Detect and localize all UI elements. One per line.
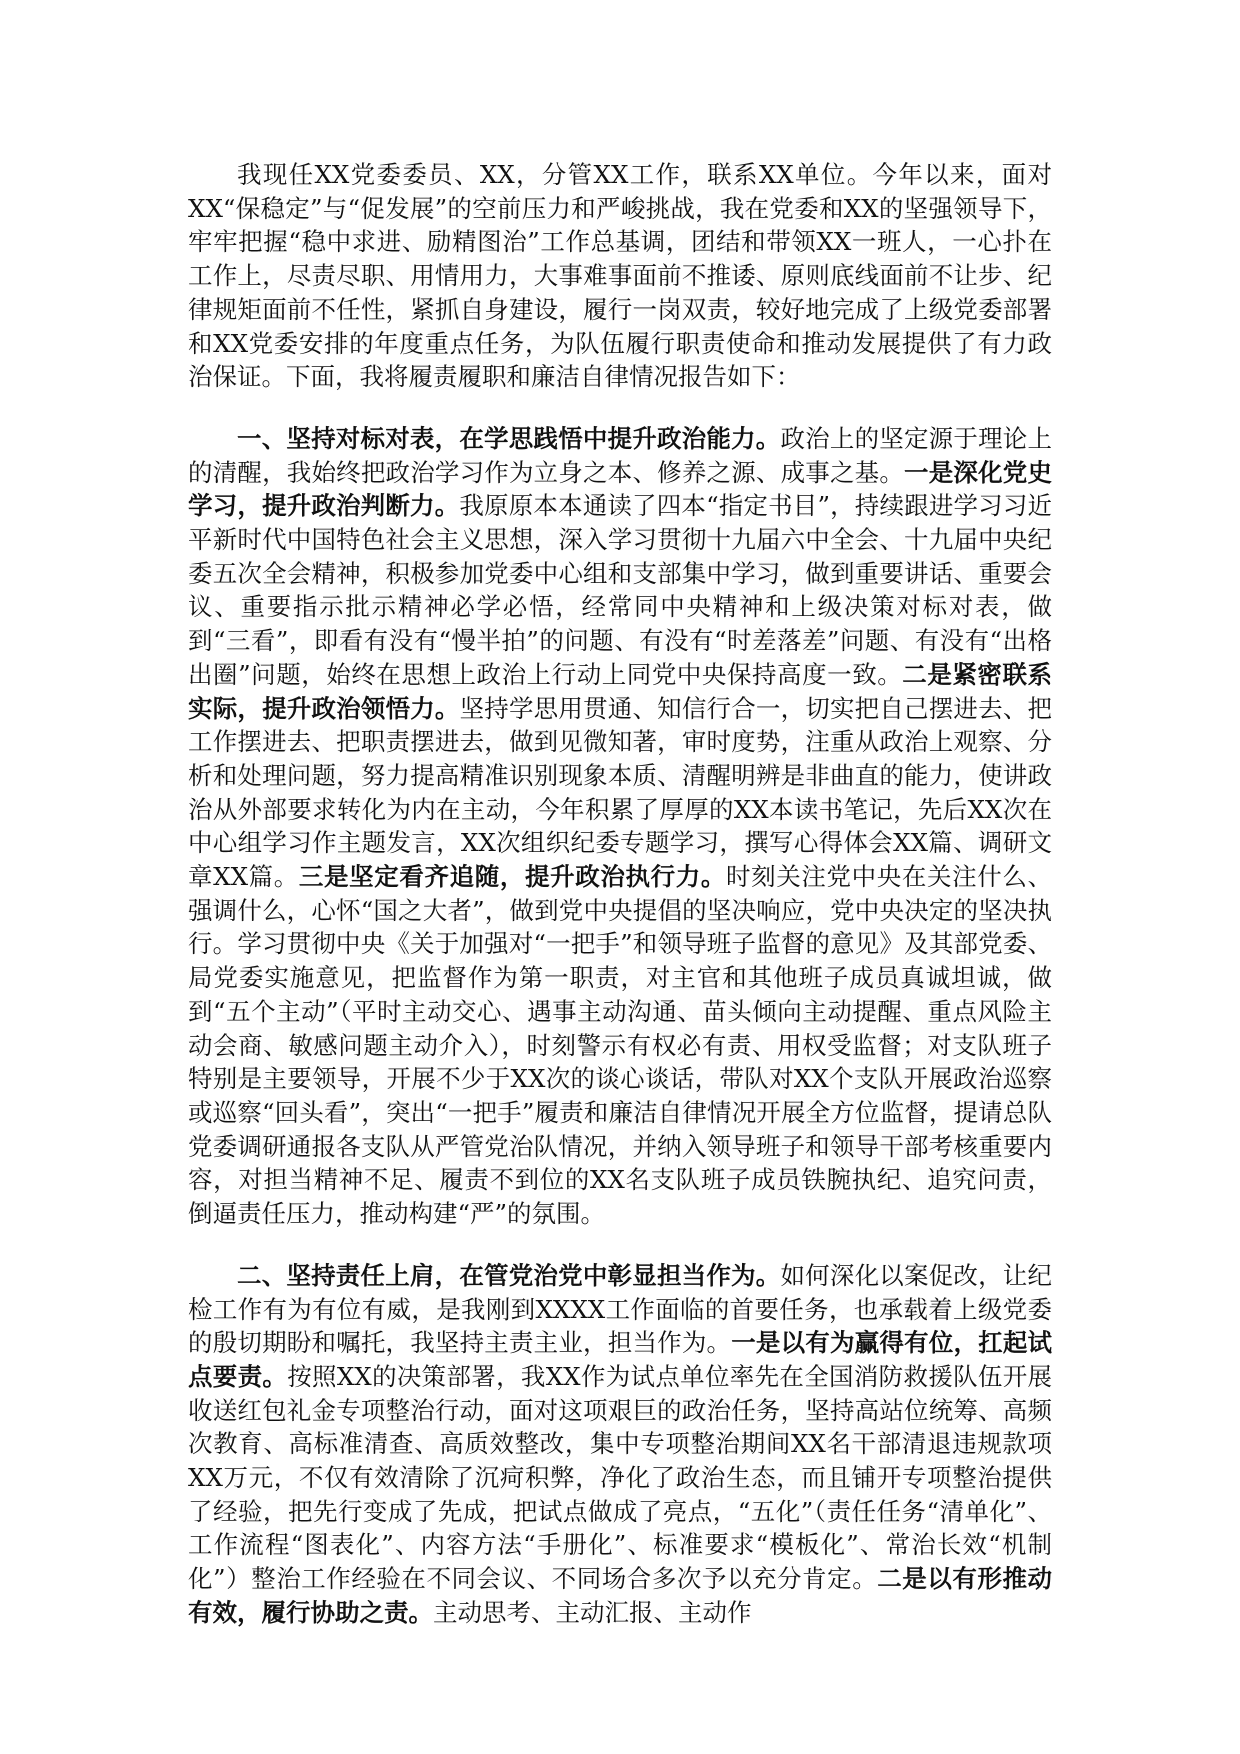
section-2-paragraph — [188, 1259, 1052, 1630]
section-1-paragraph — [188, 422, 1052, 1231]
section-2-point-2-title: 二是以有形推动有效，履行协助之责。 — [188, 1564, 1052, 1627]
section-1-point-1-text: 我原原本本通读了四本“指定书目”，持续跟进学习习近平新时代中国特色社会主义思想，深入学习贯彻十九届六中全会、十九届中央纪委五次全会精神，积极参加党委中心组和支部集中学习，做到重要讲话、重要会议、重要指示批示精神必学必悟，经常同中央精神和上级决策对标对表，做到“三看”，即看有没有“慢半拍”的问题、有没有“时差落差”问题、有没有“出格出圈”问题，始终在思想上政治上行动上同党中央保持高度一致。 — [188, 491, 1052, 689]
section-1-point-2-text: 坚持学思用贯通、知信行合一，切实把自己摆进去、把工作摆进去、把职责摆进去，做到见微知著，审时度势，注重从政治上观察、分析和处理问题，努力提高精准识别现象本质、清醒明辨是非曲直的能力，使讲政治从外部要求转化为内在主动，今年积累了厚厚的XX本读书笔记，先后XX次在中心组学习作主题发言，XX次组织纪委专题学习，撰写心得体会XX篇、调研文章XX篇。 — [188, 693, 1053, 892]
document-page — [188, 158, 1052, 1630]
section-2-lead: 如何深化以案促改，让纪检工作有为有位有威，是我刚到XXXX工作面临的首要任务，也承载着上级党委的殷切期盼和嘱托，我坚持主责主业，担当作为。 — [188, 1260, 1052, 1358]
section-2-heading: 二、坚持责任上肩，在管党治党中彰显担当作为。 — [237, 1260, 781, 1290]
section-2-point-1-text: 按照XX的决策部署，我XX作为试点单位率先在全国消防救援队伍开展收送红包礼金专项整治行动，面对这项艰巨的政治任务，坚持高站位统筹、高频次教育、高标准清查、高质效整改，集中专项整治期间XX名干部清退违规款项XX万元，不仅有效清除了沉疴积弊，净化了政治生态，而且铺开专项整治提供了经验，把先行变成了先成，把试点做成了亮点，“五化”（责任任务“清单化”、工作流程“图表化”、内容方法“手册化”、标准要求“模板化”、常治长效“机制化”）整治工作经验在不同会议、不同场合多次予以充分肯定。 — [188, 1361, 1053, 1594]
intro-paragraph: 我现任XX党委委员、XX，分管XX工作，联系XX单位。今年以来，面对XX“保稳定”与“促发展”的空前压力和严峻挑战，我在党委和XX的坚强领导下，牢牢把握“稳中求进、励精图治”工作总基调，团结和带领XX一班人，一心扑在工作上，尽责尽职、用情用力，大事难事面前不推诿、原则底线面前不让步、纪律规矩面前不任性，紧抓自身建设，履行一岗双责，较好地完成了上级党委部署和XX党委安排的年度重点任务，为队伍履行职责使命和推动发展提供了有力政治保证。下面，我将履责履职和廉洁自律情况报告如下： — [188, 160, 1052, 392]
section-1-lead: 政治上的坚定源于理论上的清醒，我始终把政治学习作为立身之本、修养之源、成事之基。 — [188, 423, 1052, 487]
section-1-point-3-text: 时刻关注党中央在关注什么、强调什么，心怀“国之大者”，做到党中央提倡的坚决响应，党中央决定的坚决执行。学习贯彻中央《关于加强对“一把手”和领导班子监督的意见》及其部党委、局党委实施意见，把监督作为第一职责，对主官和其他班子成员真诚坦诚，做到“五个主动”（平时主动交心、遇事主动沟通、苗头倾向主动提醒、重点风险主动会商、敏感问题主动介入），时刻警示有权必有责、用权受监督；对支队班子特别是主要领导，开展不少于XX次的谈心谈话，带队对XX个支队开展政治巡察或巡察“回头看”，突出“一把手”履责和廉洁自律情况开展全方位监督，提请总队党委调研通报各支队从严管党治队情况，并纳入领导班子和领导干部考核重要内容，对担当精神不足、履责不到位的XX名支队班子成员铁腕执纪、追究问责，倒逼责任压力，推动构建“严”的氛围。 — [188, 862, 1053, 1229]
section-1-point-2-title: 二是紧密联系实际，提升政治领悟力。 — [188, 659, 1052, 723]
section-1-heading: 一、坚持对标对表，在学思践悟中提升政治能力。 — [237, 423, 781, 453]
section-2-point-1-title: 一是以有为赢得有位，扛起试点要责。 — [188, 1328, 1053, 1391]
section-2-point-2-text: 主动思考、主动汇报、主动作 — [433, 1597, 752, 1627]
section-1-point-3-title: 三是坚定看齐追随，提升政治执行力。 — [298, 862, 727, 892]
section-1-point-1-title: 一是深化党史学习，提升政治判断力。 — [188, 457, 1053, 521]
